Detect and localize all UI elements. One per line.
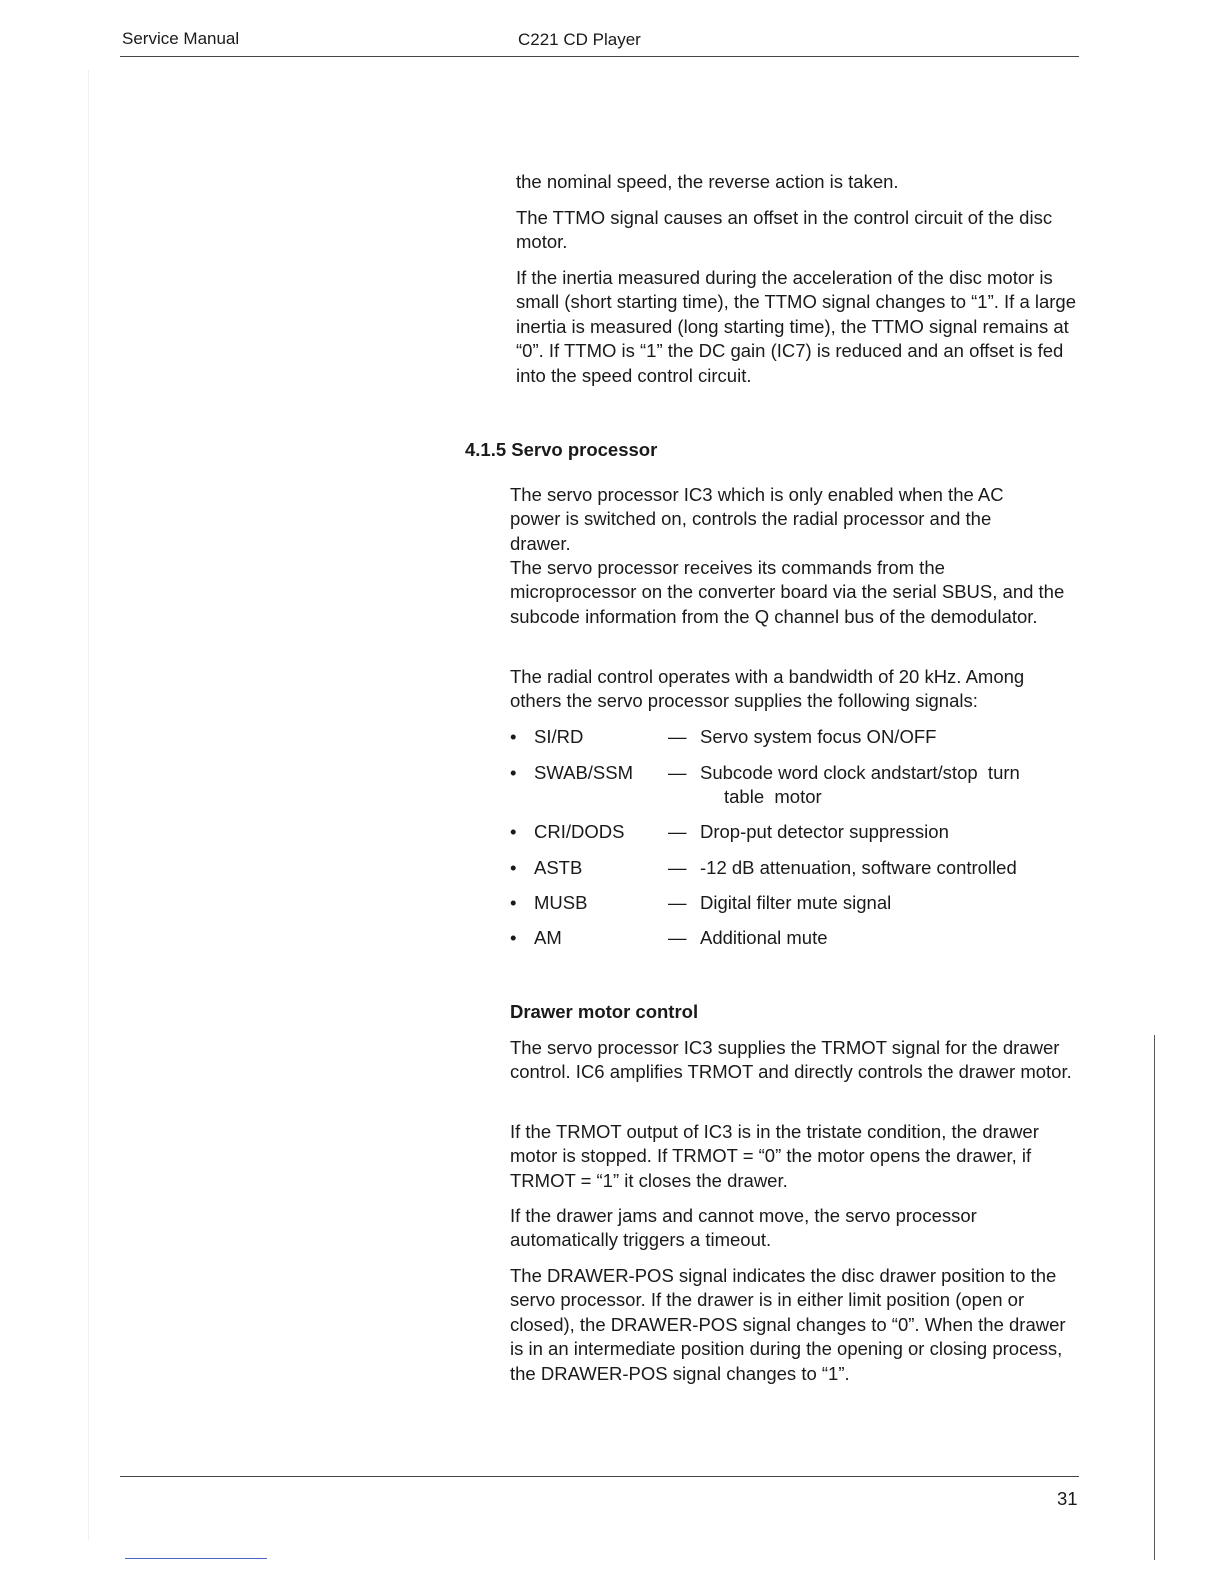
footer-rule xyxy=(120,1476,1079,1477)
bullet-icon: • xyxy=(510,892,517,913)
drawer-paragraph-1: The servo processor IC3 supplies the TRMOT signal for the drawer control. IC6 amplifies TRMOT and directly controls the drawer motor. xyxy=(510,1037,1072,1083)
signal-name: SI/RD xyxy=(534,726,584,747)
signal-desc: Additional mute xyxy=(700,927,828,948)
drawer-paragraph-2: If the TRMOT output of IC3 is in the tristate condition, the drawer motor is stopped. If TRMOT = “0” the motor opens the drawer, if TRMOT = “1” it closes the drawer. xyxy=(510,1121,1039,1191)
bullet-icon: • xyxy=(510,821,517,842)
section-heading: 4.1.5 Servo processor xyxy=(465,439,658,460)
drawer-paragraph-4: The DRAWER-POS signal indicates the disc drawer position to the servo processor. If the drawer is in either limit position (open or closed), the DRAWER-POS signal changes to “0”. When the drawer is in an intermediate position during the opening or closing process, the DRAWER-POS signal changes to “1”. xyxy=(510,1265,1066,1384)
signal-name: SWAB/SSM xyxy=(534,762,634,783)
signal-desc: Servo system focus ON/OFF xyxy=(700,726,937,747)
signal-desc: Drop-put detector suppression xyxy=(700,821,949,842)
signal-name: MUSB xyxy=(534,892,588,913)
servo-paragraph-2: The servo processor receives its commands from the microprocessor on the converter board via the serial SBUS, and the subcode information from the Q channel bus of the demodulator. xyxy=(510,557,1065,627)
scan-edge-right xyxy=(1154,1035,1155,1560)
drawer-heading: Drawer motor control xyxy=(510,1001,699,1022)
servo-paragraph-3: The radial control operates with a bandwidth of 20 kHz. Among others the servo processor supplies the following signals: xyxy=(510,666,1025,712)
header-manual-title: Service Manual xyxy=(122,29,240,48)
page-number: 31 xyxy=(1057,1488,1078,1509)
dash-icon: — xyxy=(668,726,687,747)
bullet-icon: • xyxy=(510,762,517,783)
dash-icon: — xyxy=(668,892,687,913)
bullet-icon: • xyxy=(510,927,517,948)
dash-icon: — xyxy=(668,927,687,948)
signal-name: AM xyxy=(534,927,562,948)
drawer-paragraph-3: If the drawer jams and cannot move, the servo processor automatically triggers a timeout. xyxy=(510,1205,977,1251)
dash-icon: — xyxy=(668,857,687,878)
bullet-icon: • xyxy=(510,726,517,747)
intro-paragraph-1: the nominal speed, the reverse action is taken. xyxy=(516,171,899,192)
dash-icon: — xyxy=(668,762,687,783)
header-product-title: C221 CD Player xyxy=(518,30,641,49)
bullet-icon: • xyxy=(510,857,517,878)
signal-desc: Subcode word clock andstart/stop turn xyxy=(700,762,1020,783)
intro-paragraph-3: If the inertia measured during the acceleration of the disc motor is small (short starting time), the TTMO signal changes to “1”. If a large inertia is measured (long starting time), the TTMO signal remains at “0”. If TTMO is “1” the DC gain (IC7) is reduced and an offset is fed into the speed control circuit. xyxy=(516,267,1077,386)
dash-icon: — xyxy=(668,821,687,842)
signal-desc-continued: table motor xyxy=(724,786,822,807)
signal-name: ASTB xyxy=(534,857,583,878)
header-rule xyxy=(120,56,1079,57)
intro-paragraph-2: The TTMO signal causes an offset in the control circuit of the disc motor. xyxy=(516,207,1053,253)
signal-name: CRI/DODS xyxy=(534,821,625,842)
scan-edge-left xyxy=(88,70,89,1540)
servo-paragraph-1: The servo processor IC3 which is only enabled when the AC power is switched on, controls the radial processor and the drawer. xyxy=(510,484,1004,554)
signal-desc: Digital filter mute signal xyxy=(700,892,892,913)
scan-edge-blue-line xyxy=(125,1558,267,1559)
signal-desc: -12 dB attenuation, software controlled xyxy=(700,857,1017,878)
